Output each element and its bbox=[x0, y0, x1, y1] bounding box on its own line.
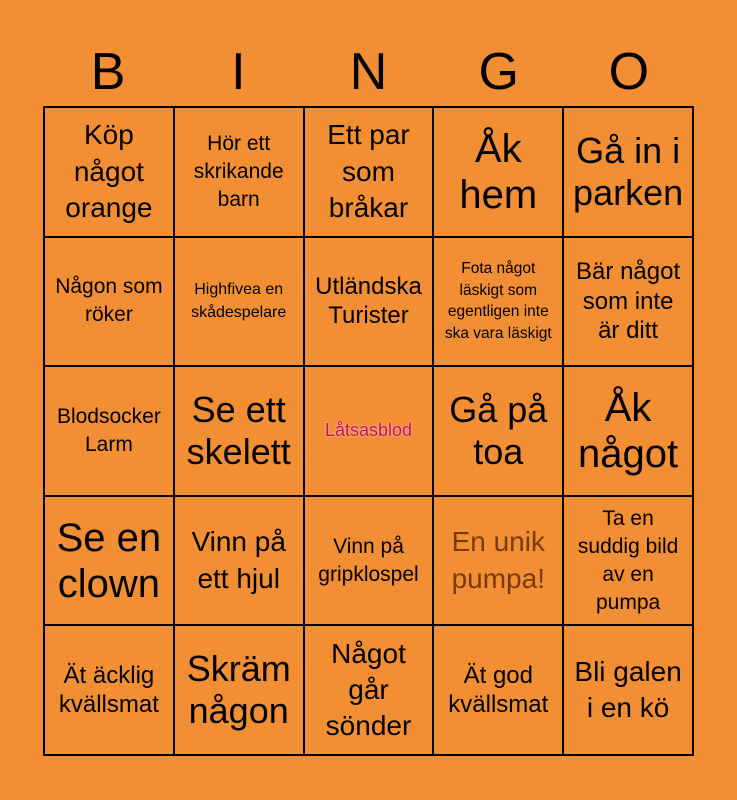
bingo-cell-free[interactable]: Låtsasblod bbox=[305, 367, 433, 495]
bingo-cell[interactable]: Ett par som bråkar bbox=[305, 108, 433, 236]
header-letter-i: I bbox=[231, 43, 246, 101]
bingo-cell[interactable]: Åk något bbox=[564, 367, 692, 495]
header-letter-g: G bbox=[478, 43, 519, 101]
bingo-cell[interactable]: Gå på toa bbox=[434, 367, 562, 495]
bingo-cell[interactable]: Någon som röker bbox=[45, 238, 173, 366]
bingo-cell[interactable]: Se en clown bbox=[45, 497, 173, 625]
bingo-cell[interactable]: Ta en suddig bild av en pumpa bbox=[564, 497, 692, 625]
bingo-cell[interactable]: Utländska Turister bbox=[305, 238, 433, 366]
bingo-cell[interactable]: Köp något orange bbox=[45, 108, 173, 236]
bingo-cell[interactable]: Vinn på ett hjul bbox=[175, 497, 303, 625]
bingo-cell[interactable]: Hör ett skrikande barn bbox=[175, 108, 303, 236]
bingo-cell[interactable]: Bär något som inte är ditt bbox=[564, 238, 692, 366]
bingo-cell[interactable]: En unik pumpa! bbox=[434, 497, 562, 625]
bingo-cell[interactable]: Fota något läskigt som egentligen inte ska vara läskigt bbox=[434, 238, 562, 366]
bingo-cell[interactable]: Skräm någon bbox=[175, 626, 303, 754]
header-letter-n: N bbox=[349, 43, 388, 101]
bingo-cell[interactable]: Highfivea en skådespelare bbox=[175, 238, 303, 366]
header-letter-b: B bbox=[90, 43, 126, 101]
bingo-cell[interactable]: Något går sönder bbox=[305, 626, 433, 754]
bingo-cell[interactable]: Ät äcklig kvällsmat bbox=[45, 626, 173, 754]
bingo-cell[interactable]: Bli galen i en kö bbox=[564, 626, 692, 754]
bingo-board bbox=[43, 106, 694, 756]
header-letter-o: O bbox=[608, 43, 650, 101]
bingo-cell[interactable]: Åk hem bbox=[434, 108, 562, 236]
bingo-cell[interactable]: Ät god kvällsmat bbox=[434, 626, 562, 754]
bingo-cell[interactable]: Blodsocker Larm bbox=[45, 367, 173, 495]
bingo-header bbox=[43, 40, 694, 104]
bingo-cell[interactable]: Gå in i parken bbox=[564, 108, 692, 236]
bingo-cell[interactable]: Se ett skelett bbox=[175, 367, 303, 495]
bingo-cell[interactable]: Vinn på gripklospel bbox=[305, 497, 433, 625]
